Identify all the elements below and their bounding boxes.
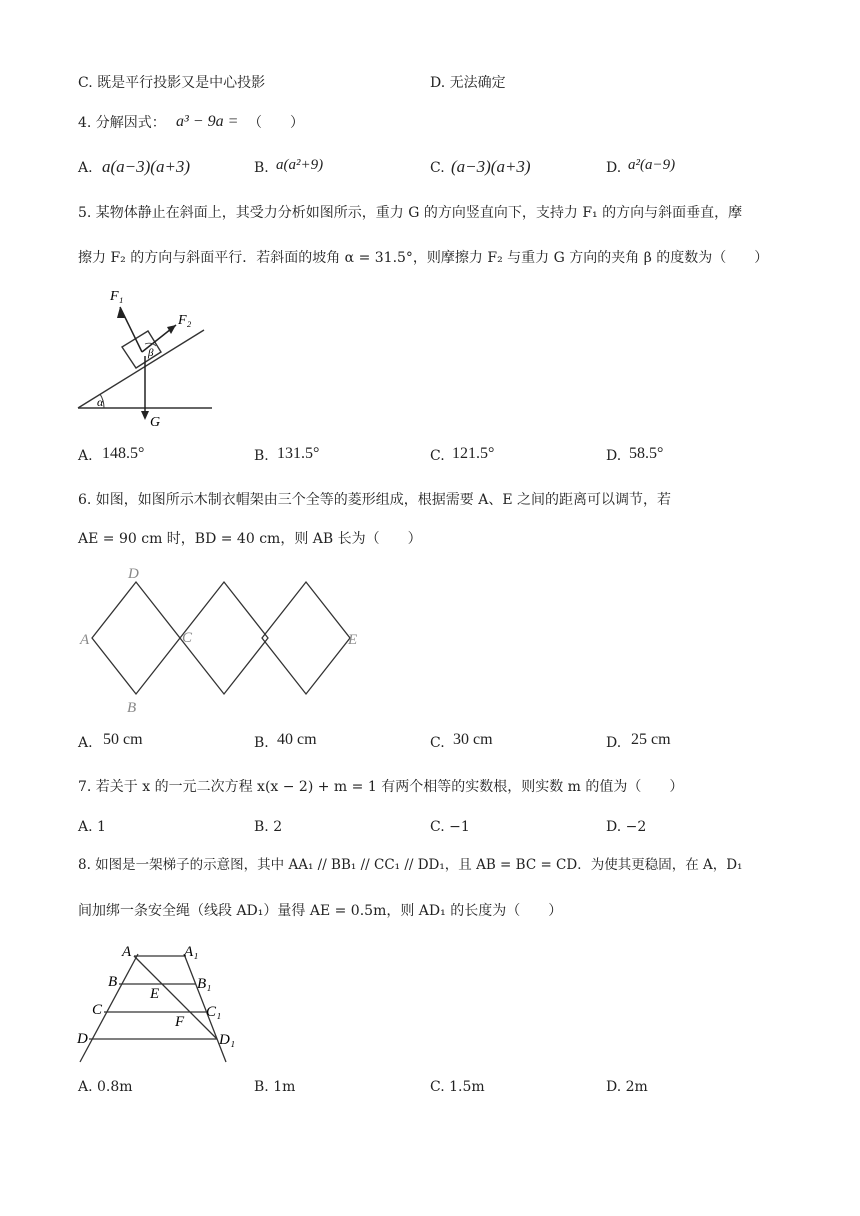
q6-option-b: 40 cm bbox=[277, 731, 317, 748]
label-d: D bbox=[128, 566, 139, 582]
q5-option-c-label: C. bbox=[430, 448, 445, 464]
label-a: A bbox=[80, 632, 90, 648]
q8-stem-line2: 间加绑一条安全绳（线段 AD₁）量得 AE = 0.5m，则 AD₁ 的长度为（ ） bbox=[78, 903, 563, 919]
q4-option-b-label: B. bbox=[254, 160, 269, 176]
q7-option-d: D. −2 bbox=[606, 819, 647, 835]
q4-option-d-label: D. bbox=[606, 160, 622, 176]
label-a: A bbox=[122, 944, 132, 960]
q3-option-d: D. 无法确定 bbox=[430, 75, 506, 91]
label-alpha: α bbox=[97, 395, 104, 409]
q7-option-c: C. −1 bbox=[430, 819, 470, 835]
f2-arrowhead bbox=[167, 325, 176, 334]
q6-option-a: 50 cm bbox=[103, 731, 143, 748]
q6-option-a-label: A. bbox=[78, 735, 93, 751]
q6-option-d-label: D. bbox=[606, 735, 622, 751]
q4-stem: 4. 分解因式： bbox=[78, 115, 166, 131]
q6-stem-line2: AE = 90 cm 时，BD = 40 cm，则 AB 长为（ ） bbox=[78, 531, 422, 547]
label-g: G bbox=[150, 415, 161, 430]
label-a1: A₁ bbox=[184, 944, 199, 960]
q4-answer-paren: （ ） bbox=[248, 115, 304, 131]
q5-option-b: 131.5° bbox=[277, 445, 320, 462]
label-beta: β bbox=[148, 347, 154, 359]
q6-stem-line1: 6. 如图，如图所示木制衣帽架由三个全等的菱形组成，根据需要 A、E 之间的距离可以调节，若 bbox=[78, 492, 672, 508]
q8-ladder-diagram bbox=[72, 938, 252, 1068]
q6-option-c: 30 cm bbox=[453, 731, 493, 748]
q5-stem-line1: 5. 某物体静止在斜面上，其受力分析如图所示，重力 G 的方向竖直向下，支持力 F₁ 的方向与斜面垂直，摩 bbox=[78, 205, 743, 221]
q5-option-c: 121.5° bbox=[452, 445, 495, 462]
label-b: B bbox=[108, 974, 118, 990]
q4-option-a: a(a−3)(a+3) bbox=[102, 157, 191, 176]
label-b1: B₁ bbox=[197, 976, 212, 992]
q8-option-d: D. 2m bbox=[606, 1079, 648, 1095]
q8-option-a: A. 0.8m bbox=[78, 1079, 133, 1095]
q5-option-a: 148.5° bbox=[102, 445, 145, 462]
q5-stem-line2: 擦力 F₂ 的方向与斜面平行．若斜面的坡角 α = 31.5°，则摩擦力 F₂ 与重力 G 方向的夹角 β 的度数为（ ） bbox=[78, 250, 769, 266]
q6-option-d: 25 cm bbox=[631, 731, 671, 748]
q6-option-b-label: B. bbox=[254, 735, 269, 751]
label-d1: D₁ bbox=[219, 1032, 236, 1048]
label-f1: F₁ bbox=[110, 289, 124, 304]
q4-option-c-label: C. bbox=[430, 160, 445, 176]
q5-option-d: 58.5° bbox=[629, 445, 664, 462]
q4-option-c: (a−3)(a+3) bbox=[451, 157, 531, 176]
label-f2: F₂ bbox=[178, 313, 192, 328]
q6-option-c-label: C. bbox=[430, 735, 445, 751]
label-c1: C₁ bbox=[206, 1004, 222, 1020]
q8-option-b: B. 1m bbox=[254, 1079, 296, 1095]
q5-option-d-label: D. bbox=[606, 448, 622, 464]
q5-force-diagram bbox=[70, 280, 250, 432]
label-e: E bbox=[150, 986, 160, 1002]
q4-option-a-label: A. bbox=[78, 160, 93, 176]
q5-option-b-label: B. bbox=[254, 448, 269, 464]
q4-option-b: a(a²+9) bbox=[276, 157, 324, 173]
q7-stem: 7. 若关于 x 的一元二次方程 x(x − 2) + m = 1 有两个相等的实数根，则实数 m 的值为（ ） bbox=[78, 779, 684, 795]
label-f: F bbox=[175, 1014, 185, 1030]
label-b: B bbox=[127, 700, 137, 716]
q3-option-c: C. 既是平行投影又是中心投影 bbox=[78, 75, 266, 91]
q8-option-c: C. 1.5m bbox=[430, 1079, 485, 1095]
label-c: C bbox=[92, 1002, 103, 1018]
label-c: C bbox=[182, 630, 193, 646]
q8-stem-line1: 8. 如图是一架梯子的示意图，其中 AA₁ // BB₁ // CC₁ // DD₁，且 AB = BC = CD．为使其更稳固，在 A，D₁ bbox=[78, 857, 743, 873]
q7-option-b: B. 2 bbox=[254, 819, 283, 835]
label-e: E bbox=[348, 632, 358, 648]
g-arrowhead bbox=[141, 411, 149, 420]
q6-rhombus-diagram bbox=[72, 560, 372, 720]
label-d: D bbox=[77, 1031, 88, 1047]
q7-option-a: A. 1 bbox=[78, 819, 106, 835]
q4-expression: a³ − 9a = bbox=[176, 113, 239, 130]
q4-option-d: a²(a−9) bbox=[628, 157, 676, 173]
q5-option-a-label: A. bbox=[78, 448, 93, 464]
